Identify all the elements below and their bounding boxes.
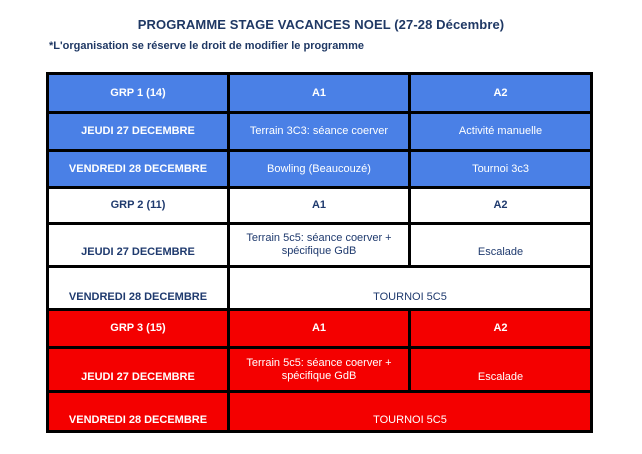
group-1-day1-a2: Activité manuelle: [411, 114, 590, 149]
group-1-a1-header: A1: [230, 75, 408, 111]
group-2-day1-a2: Escalade: [411, 225, 590, 265]
group-1-day1-row: [49, 114, 590, 149]
group-3-day1-a2: Escalade: [411, 349, 590, 390]
group-3-day1-a1-line2: spécifique GdB: [281, 369, 357, 382]
group-2-day1-a1: [230, 225, 408, 265]
group-3-day1-row: [49, 349, 590, 390]
group-1-day1-a1: Terrain 3C3: séance coerver: [230, 114, 408, 149]
group-2-day1-a1-line1: Terrain 5c5: séance coerver +: [246, 232, 392, 244]
group-2-a2-header: A2: [411, 189, 590, 222]
group-1-name: GRP 1 (14): [49, 75, 227, 111]
group-3-name: GRP 3 (15): [49, 311, 227, 346]
group-2-day1-label: JEUDI 27 DECEMBRE: [49, 225, 227, 265]
group-3-a1-header: A1: [230, 311, 408, 346]
group-1-a2-header: A2: [411, 75, 590, 111]
group-1-day2-a2: Tournoi 3c3: [411, 152, 590, 186]
schedule-table: [46, 72, 593, 433]
group-2-header-row: [49, 189, 590, 222]
group-3-day2-all: TOURNOI 5C5: [230, 393, 590, 430]
group-2-day2-all: TOURNOI 5C5: [230, 268, 590, 308]
group-3-day2-row: [49, 393, 590, 430]
group-3-day1-a1-line1: Terrain 5c5: séance coerver +: [246, 356, 392, 369]
group-2-a1-header: A1: [230, 189, 408, 222]
group-3-header-row: [49, 311, 590, 346]
group-3-a2-header: A2: [411, 311, 590, 346]
group-3-day1-label: JEUDI 27 DECEMBRE: [49, 349, 227, 390]
group-1-header-row: [49, 75, 590, 111]
group-2-day2-row: [49, 268, 590, 308]
group-1-day2-label: VENDREDI 28 DECEMBRE: [49, 152, 227, 186]
group-2-day1-row: [49, 225, 590, 265]
group-2-name: GRP 2 (11): [49, 189, 227, 222]
group-1-day2-a1: Bowling (Beaucouzé): [230, 152, 408, 186]
group-1-day1-label: JEUDI 27 DECEMBRE: [49, 114, 227, 149]
group-1-day2-row: [49, 152, 590, 186]
group-2-day1-a1-line2: spécifique GdB: [281, 245, 357, 257]
group-3-day2-label: VENDREDI 28 DECEMBRE: [49, 393, 227, 430]
disclaimer-note: *L'organisation se réserve le droit de modifier le programme: [49, 40, 364, 52]
group-3-day1-a1: [230, 349, 408, 390]
group-2-day2-label: VENDREDI 28 DECEMBRE: [49, 268, 227, 308]
page-title: PROGRAMME STAGE VACANCES NOEL (27-28 Décembre): [137, 17, 505, 32]
